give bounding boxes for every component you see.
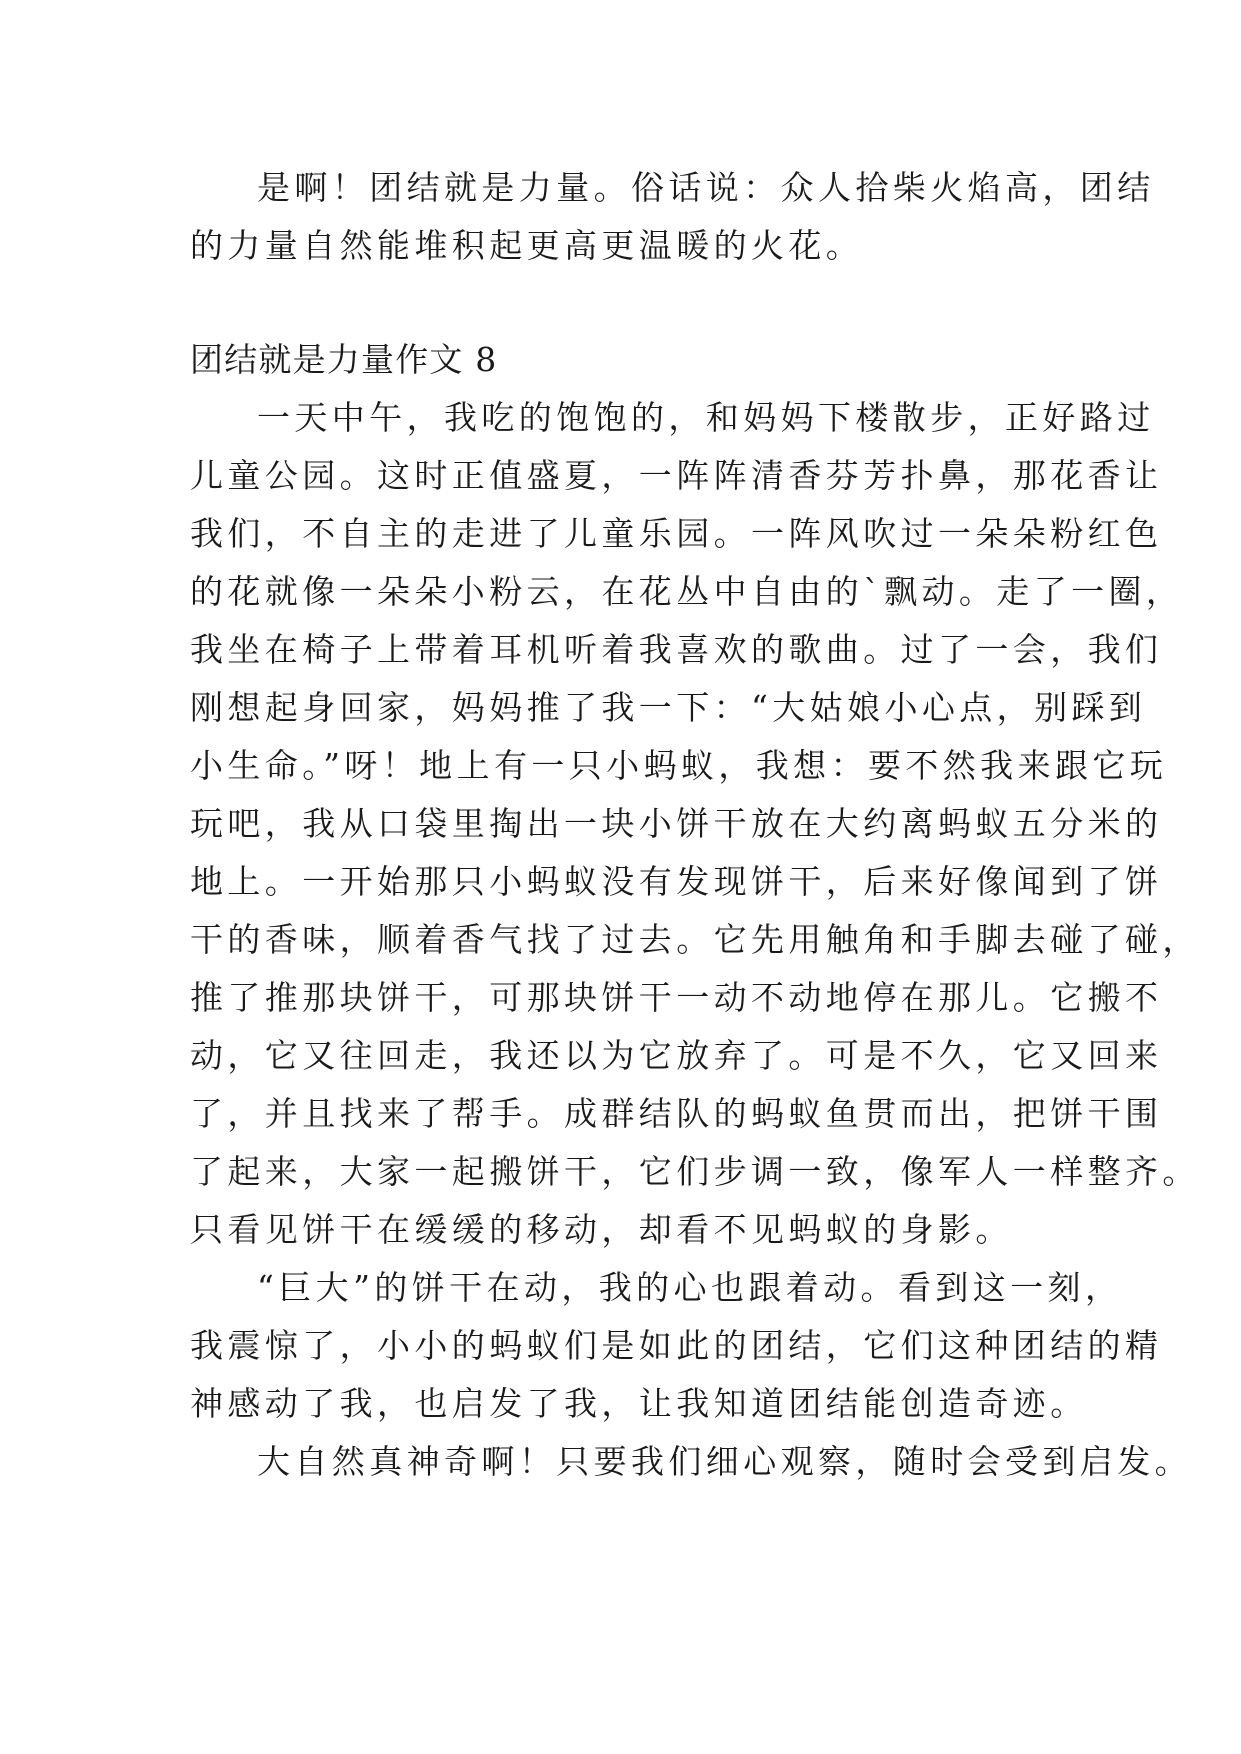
intro-paragraph-line: 的力量自然能堆积起更高更温暖的火花。 [190, 226, 864, 265]
paragraph-1-line: 儿童公园。这时正值盛夏，一阵阵清香芬芳扑鼻，那花香让 [190, 456, 1163, 495]
paragraph-1-line: 只看见饼干在缓缓的移动，却看不见蚂蚁的身影。 [190, 1210, 1013, 1249]
paragraph-1-line: 了起来，大家一起搬饼干，它们步调一致，像军人一样整齐。 [190, 1152, 1200, 1191]
paragraph-2-line: “巨大”的饼干在动，我的心也跟着动。看到这一刻， [257, 1268, 1123, 1307]
paragraph-1-line: 动，它又往回走，我还以为它放弃了。可是不久，它又回来 [190, 1036, 1163, 1075]
paragraph-1-line: 干的香味，顺着香气找了过去。它先用触角和手脚去碰了碰， [190, 920, 1200, 959]
intro-paragraph-line: 是啊！团结就是力量。俗话说：众人拾柴火焰高，团结 [257, 168, 1155, 207]
essay-title: 团结就是力量作文 8 [190, 340, 498, 379]
paragraph-1-line: 我们，不自主的走进了儿童乐园。一阵风吹过一朵朵粉红色 [190, 514, 1163, 553]
paragraph-1-line: 小生命。”呀！地上有一只小蚂蚁，我想：要不然我来跟它玩 [190, 746, 1168, 785]
paragraph-1-line: 一天中午，我吃的饱饱的，和妈妈下楼散步，正好路过 [257, 398, 1155, 437]
paragraph-2-line: 神感动了我，也启发了我，让我知道团结能创造奇迹。 [190, 1384, 1088, 1423]
paragraph-1-line: 的花就像一朵朵小粉云，在花丛中自由的`飘动。走了一圈， [190, 572, 1184, 611]
paragraph-1-line: 地上。一开始那只小蚂蚁没有发现饼干，后来好像闻到了饼 [190, 862, 1163, 901]
paragraph-1-line: 了，并且找来了帮手。成群结队的蚂蚁鱼贯而出，把饼干围 [190, 1094, 1163, 1133]
paragraph-1-line: 推了推那块饼干，可那块饼干一动不动地停在那儿。它搬不 [190, 978, 1163, 1017]
paragraph-1-line: 玩吧，我从口袋里掏出一块小饼干放在大约离蚂蚁五分米的 [190, 804, 1163, 843]
paragraph-1-line: 刚想起身回家，妈妈推了我一下：“大姑娘小心点，别踩到 [190, 688, 1147, 727]
paragraph-3-line: 大自然真神奇啊！只要我们细心观察，随时会受到启发。 [257, 1442, 1192, 1481]
paragraph-1-line: 我坐在椅子上带着耳机听着我喜欢的歌曲。过了一会，我们 [190, 630, 1163, 669]
paragraph-2-line: 我震惊了，小小的蚂蚁们是如此的团结，它们这种团结的精 [190, 1326, 1163, 1365]
